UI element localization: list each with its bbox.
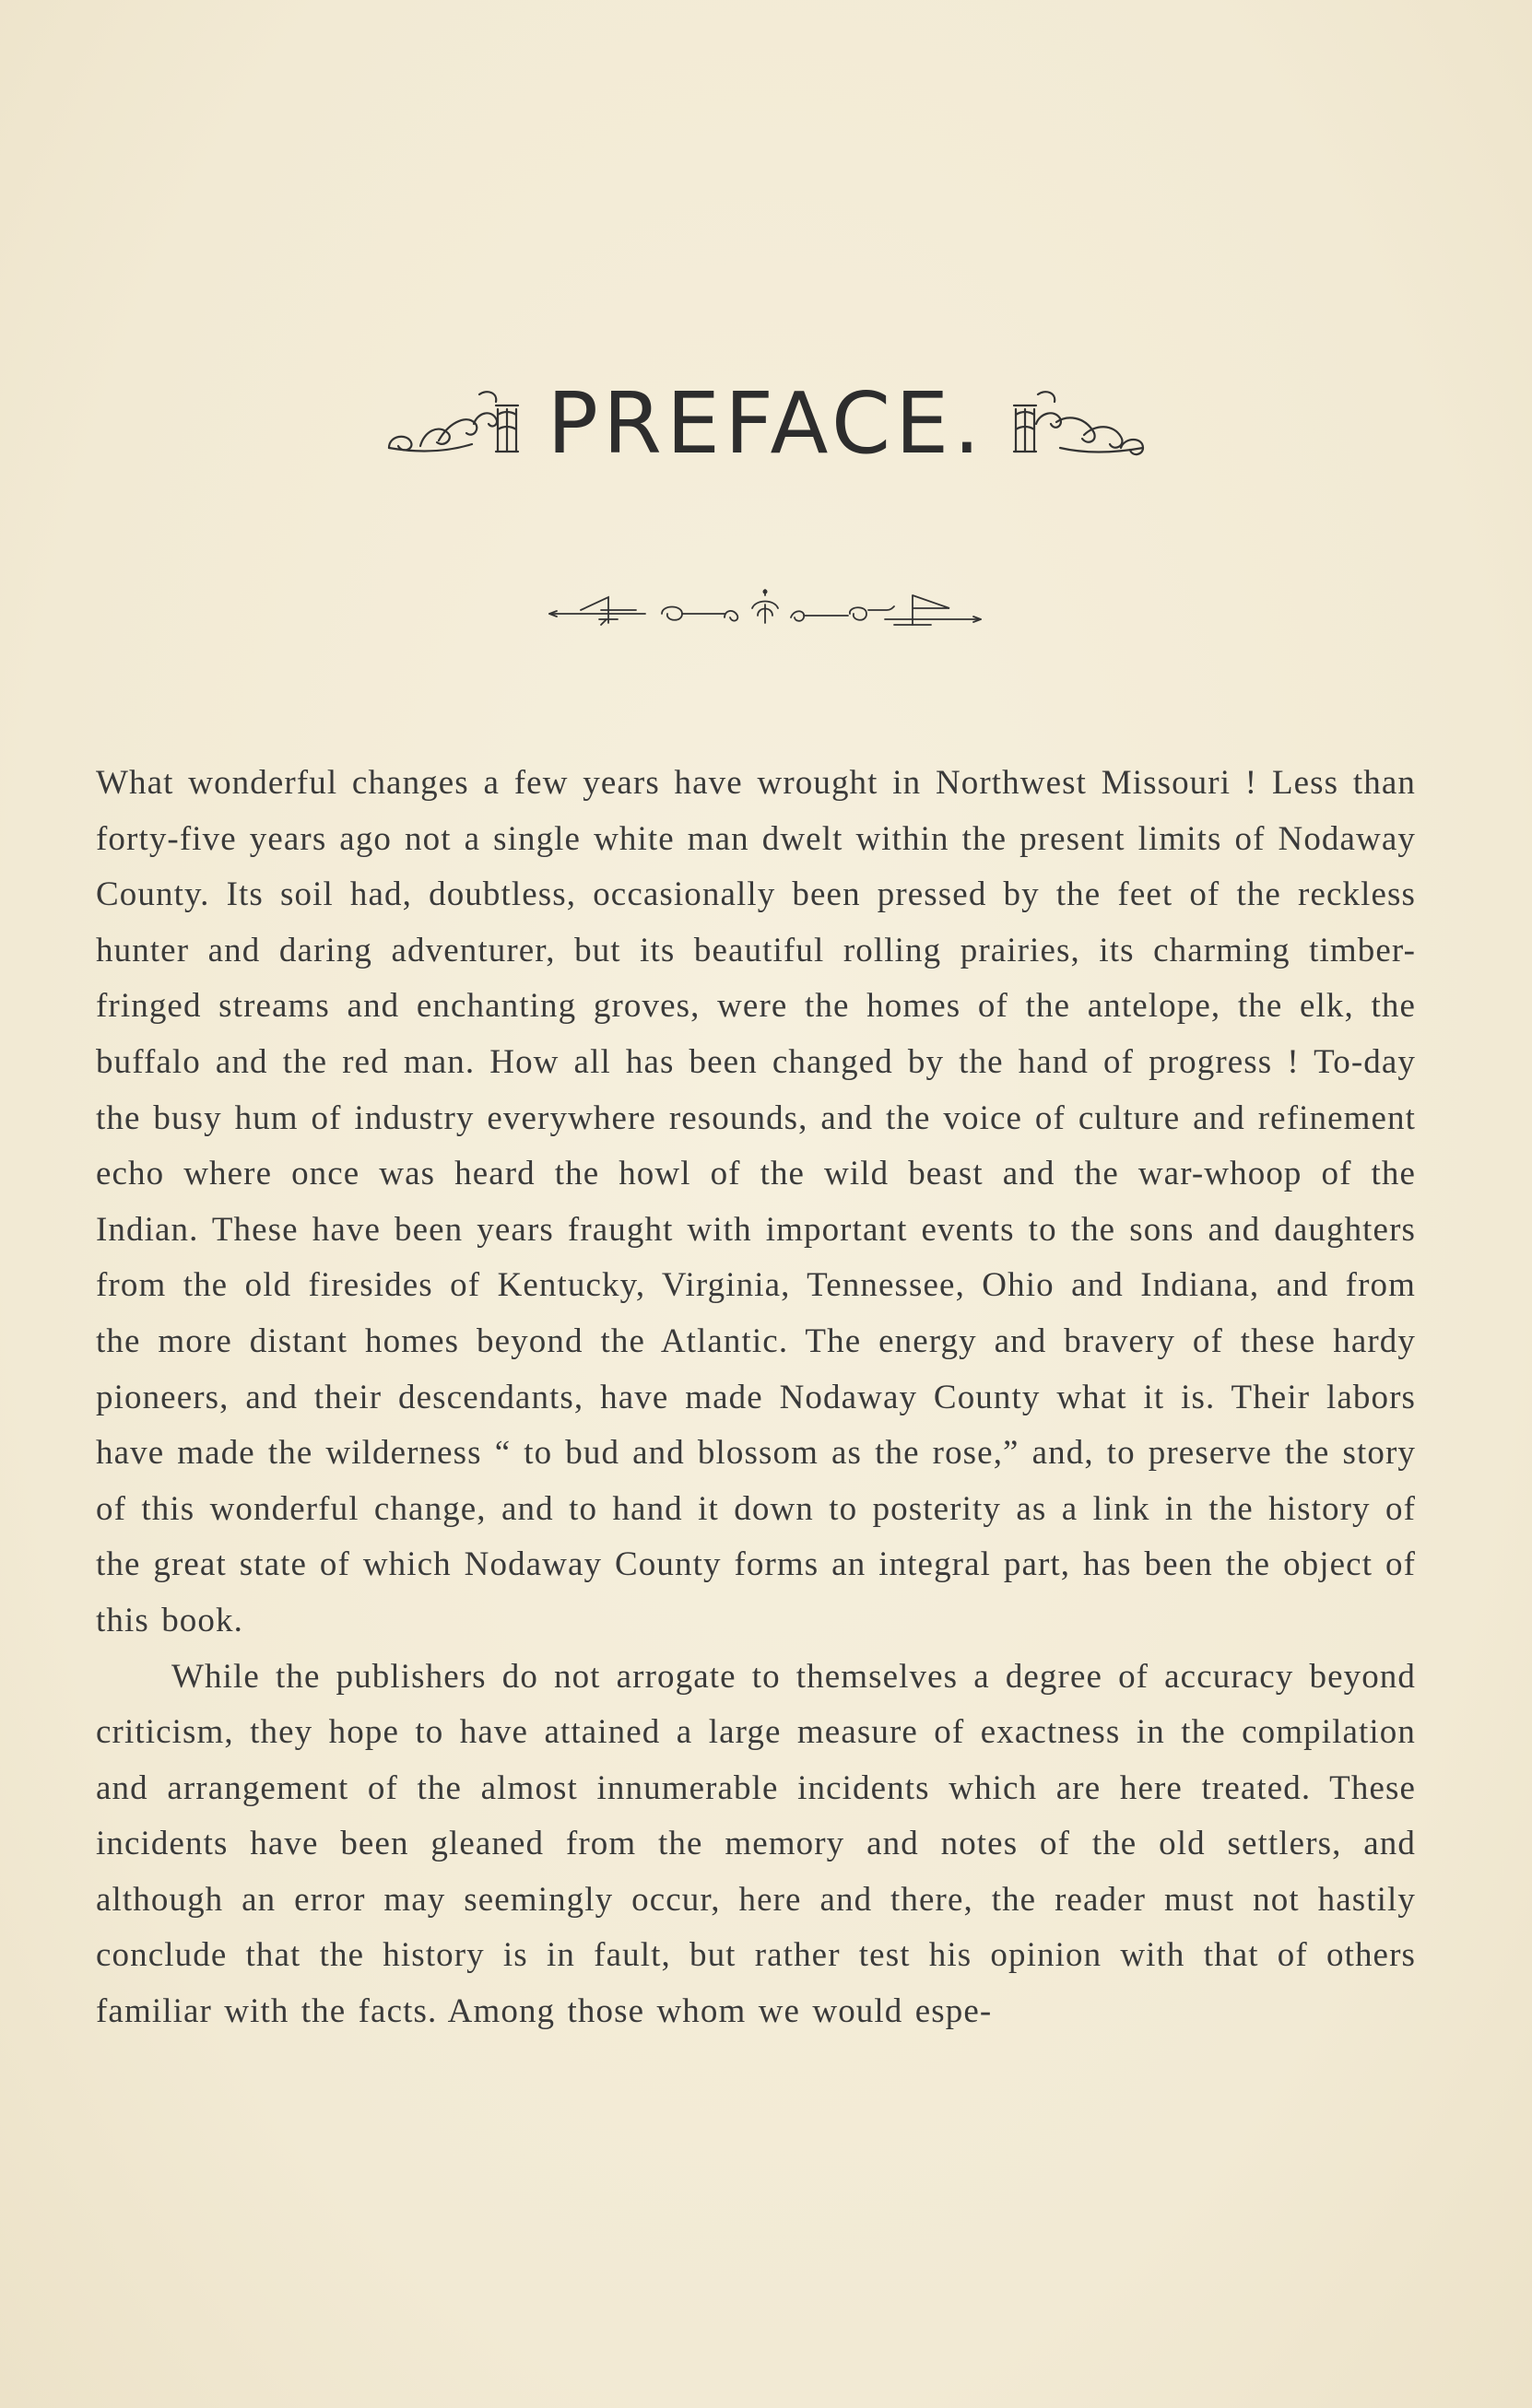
preface-paragraph-1: What wonderful changes a few years have wrought in Northwest Missouri ! Less than forty-five years ago not a single white man dwelt within the present limits of Nodaway County. Its soil had, doubtless, occasionally been pressed by the feet of the reckless hunter and daring adventurer, but its beautiful rolling prairies, its charming timber-fringed streams and enchanting groves, were the homes of the antelope, the elk, the buffalo and the red man. How all has been changed by the hand of progress ! To-day the busy hum of industry everywhere resounds, and the voice of culture and refinement echo where once was heard the howl of the wild beast and the war-whoop of the Indian. These have been years fraught with important events to the sons and daughters from the old firesides of Kentucky, Virginia, Tennessee, Ohio and Indiana, and from the more distant homes beyond the Atlantic. The energy and bravery of these hardy pioneers, and their descendants, have made Nodaway County what it is. Their labors have made the wilderness “ to bud and blossom as the rose,” and, to preserve the story of this wonderful change, and to hand it down to posterity as a link in the history of the great state of which Nodaway County forms an integral part, has been the object of this book. [96,764,1416,1639]
ornamental-scroll-icon [1010,387,1149,461]
preface-paragraph-2: While the publishers do not arrogate to themselves a degree of accuracy beyond criticism, they hope to have attained a large measure of exactness in the compilation and arrangement of the almost innumerable incidents which are here treated. These incidents have been gleaned from the memory and notes of the old settlers, and although an error may seemingly occur, here and there, the reader must not hastily conclude that the history is in fault, but rather test his opinion with that of others familiar with the facts. Among those whom we would espe- [96,1657,1416,2031]
page-title: PREFACE. [547,374,985,473]
ornamental-scroll-icon [383,387,522,461]
preface-body [96,756,1416,2040]
decorative-rule-icon [544,582,986,628]
heading-row [0,364,1532,484]
